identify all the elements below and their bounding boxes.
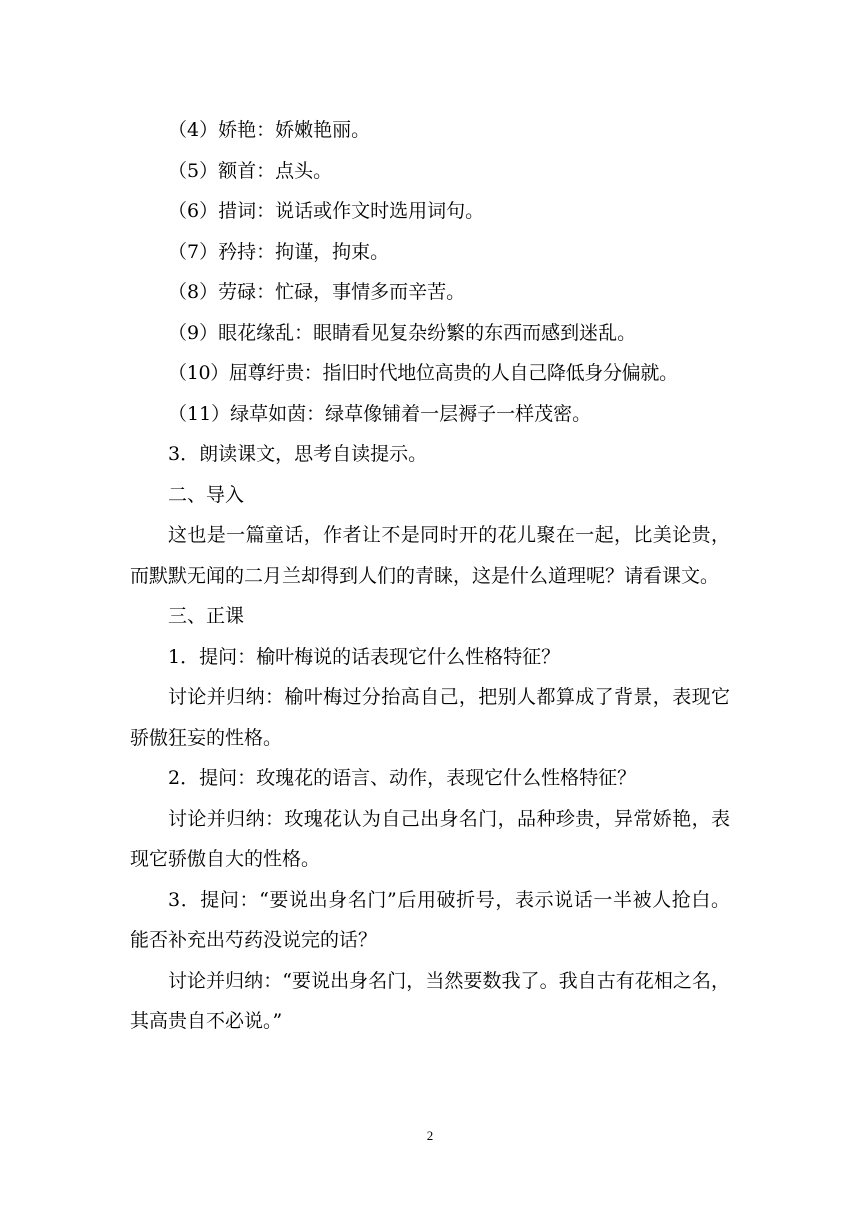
answer-paragraph: 讨论并归纳：榆叶梅过分抬高自己，把别人都算成了背景，表现它骄傲狂妄的性格。 bbox=[130, 686, 730, 749]
definition-item: （9）眼花缘乱：眼睛看见复杂纷繁的东西而感到迷乱。 bbox=[168, 321, 637, 344]
definition-item: （5）额首：点头。 bbox=[168, 159, 333, 182]
step-item: 3．朗读课文，思考自读提示。 bbox=[168, 443, 428, 465]
definition-item: （7）矜持：拘谨，拘束。 bbox=[168, 240, 390, 263]
answer-paragraph: 讨论并归纳：玫瑰花认为自己出身名门，品种珍贵，异常娇艳，表现它骄傲自大的性格。 bbox=[130, 807, 730, 870]
answer-paragraph: 讨论并归纳：“要说出身名门，当然要数我了。我自古有花相之名，其高贵自不必说。” bbox=[130, 969, 730, 1032]
definition-item: （6）措词：说话或作文时选用词句。 bbox=[168, 200, 485, 222]
definition-item: （8）劳碌：忙碌，事情多而辛苦。 bbox=[168, 281, 466, 303]
section-heading: 二、导入 bbox=[168, 483, 245, 506]
body-paragraph: 这也是一篇童话，作者让不是同时开的花儿聚在一起，比美论贵，而默默无闻的二月兰却得到人们的青睐，这是什么道理呢？请看课文。 bbox=[130, 524, 730, 587]
question-item: 2．提问：玫瑰花的语言、动作，表现它什么性格特征？ bbox=[168, 767, 637, 789]
page-number: 2 bbox=[426, 1128, 434, 1143]
question-item: 1．提问：榆叶梅说的话表现它什么性格特征？ bbox=[168, 645, 561, 668]
question-item: 3．提问：“要说出身名门”后用破折号，表示说话一半被人抢白。能否补充出芍药没说完的话？ bbox=[130, 888, 730, 951]
definition-item: （4）娇艳：娇嫩艳丽。 bbox=[168, 119, 371, 141]
definition-item: （10）屈尊纡贵：指旧时代地位高贵的人自己降低身分偏就。 bbox=[168, 362, 678, 384]
section-heading: 三、正课 bbox=[168, 605, 245, 627]
document-body bbox=[130, 110, 730, 1042]
definition-item: （11）绿草如茵：绿草像铺着一层褥子一样茂密。 bbox=[168, 402, 592, 425]
